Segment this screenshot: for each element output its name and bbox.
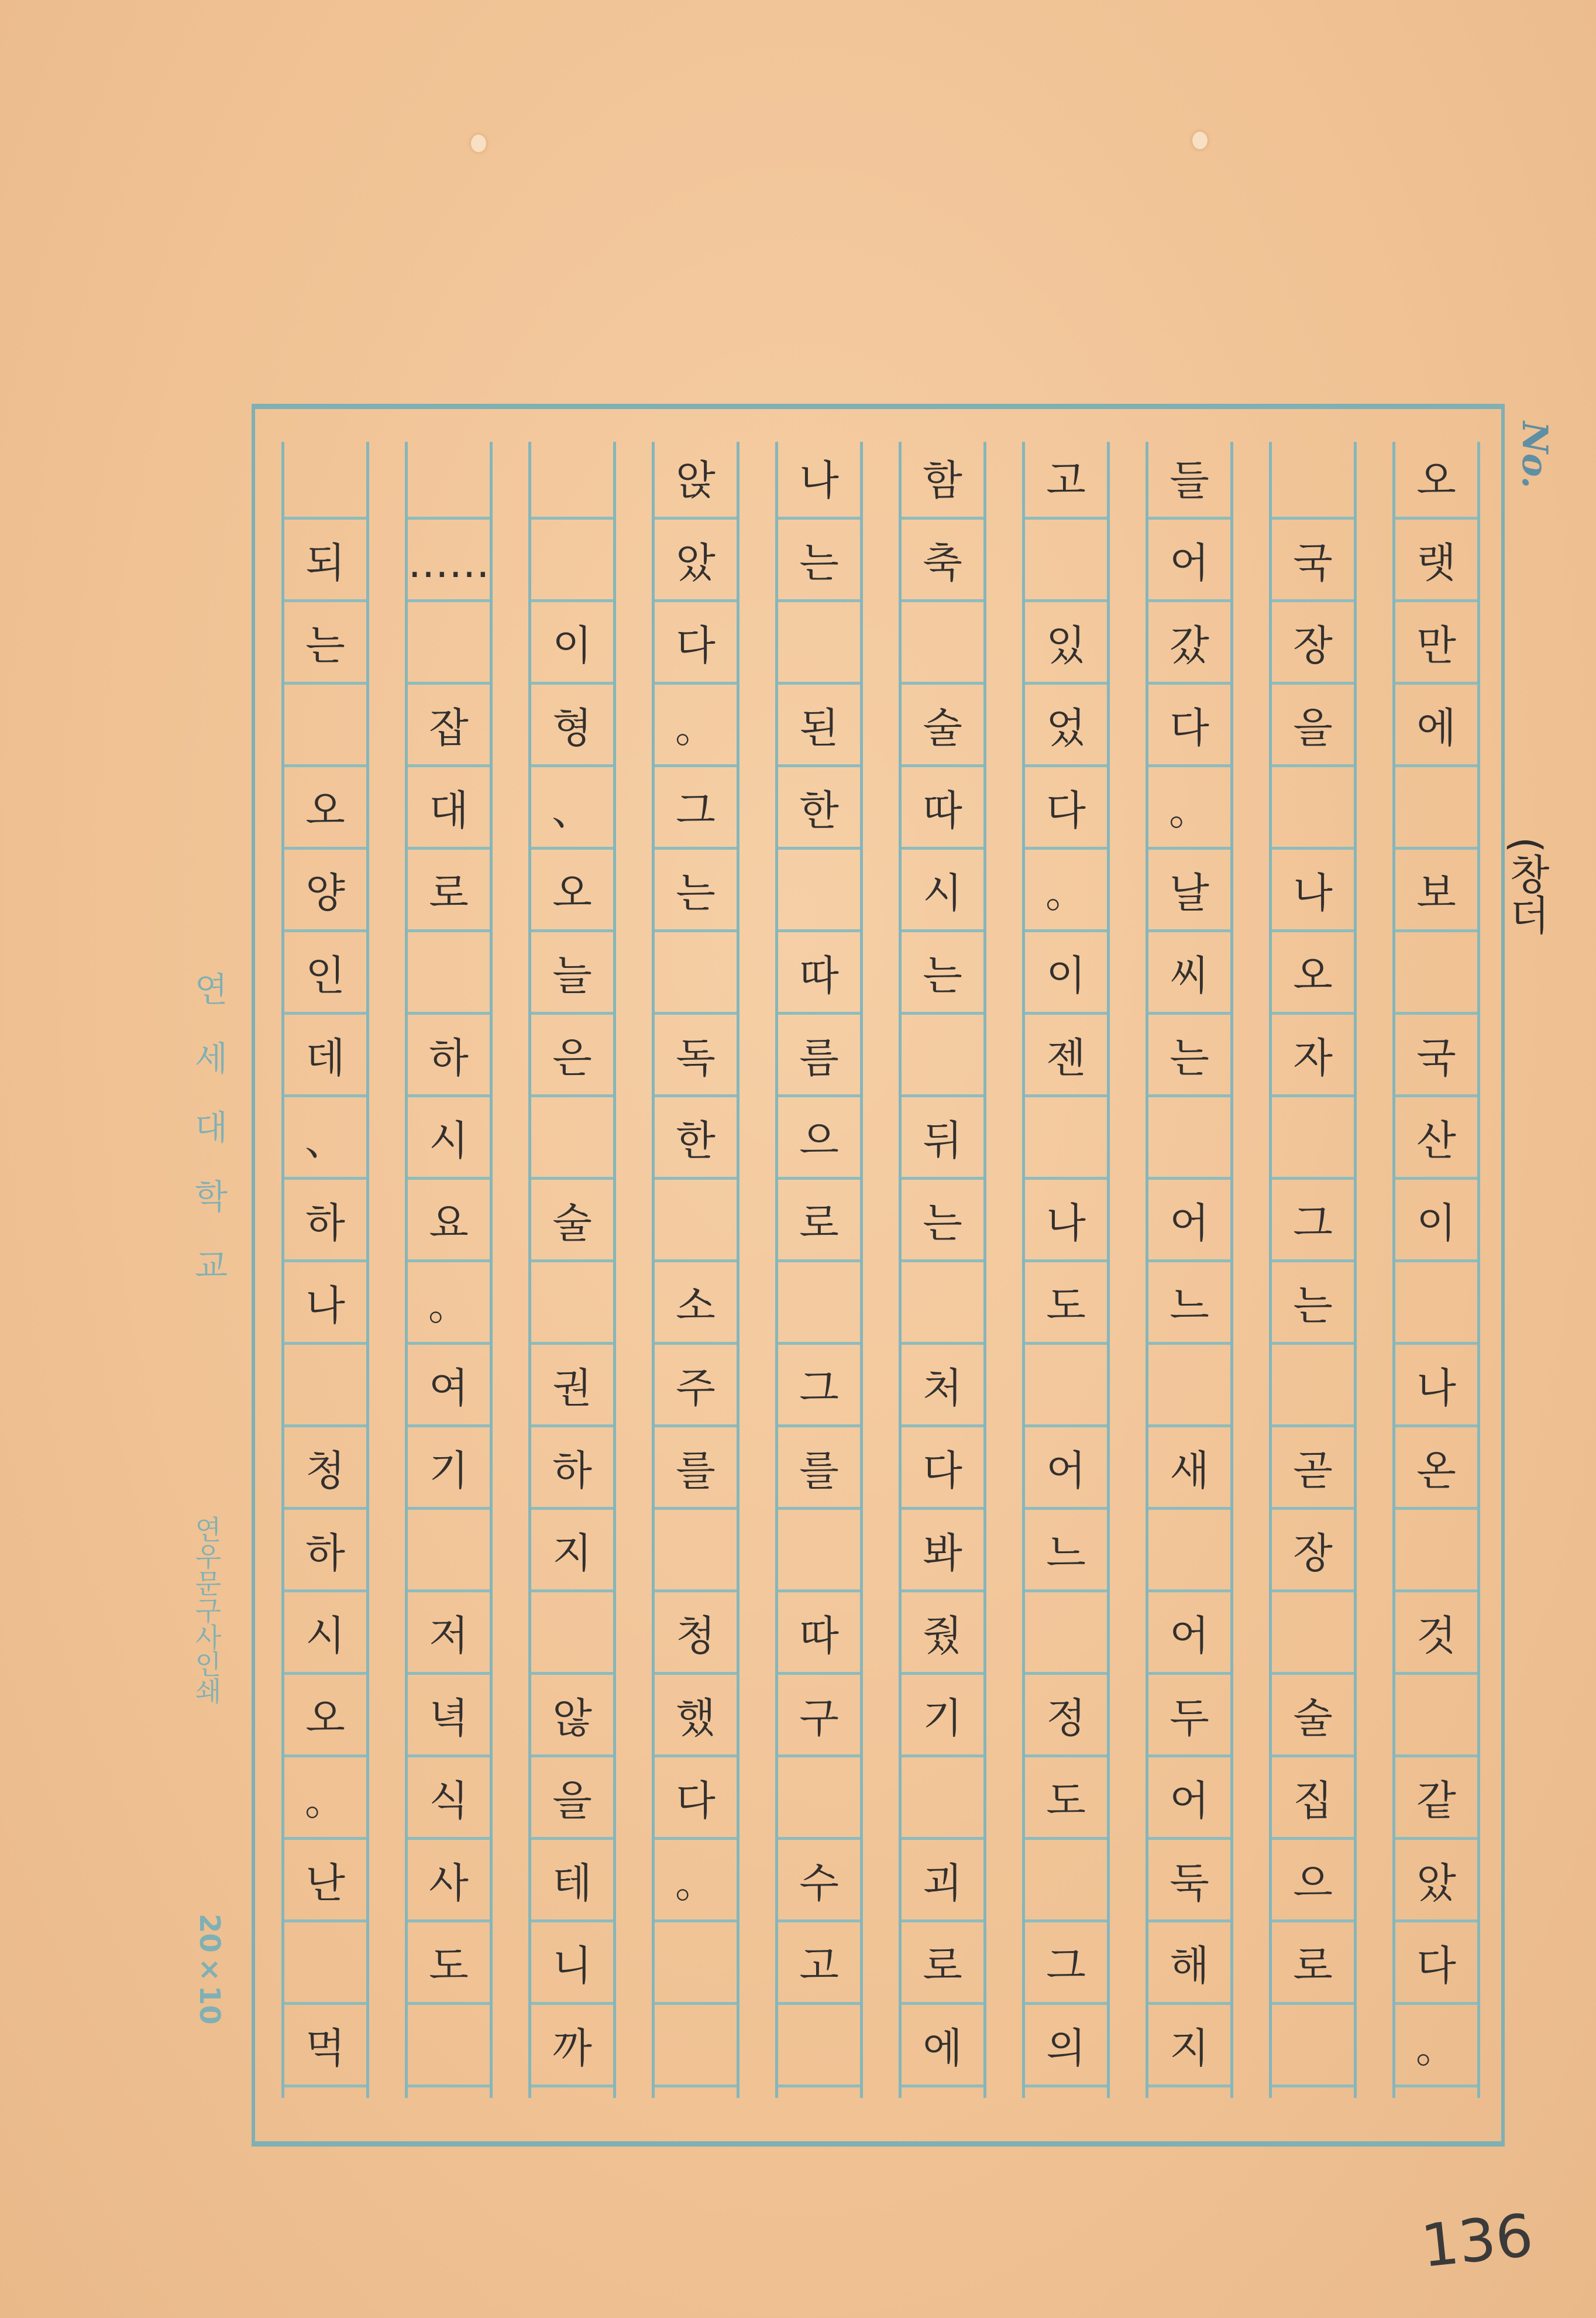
handwritten-char [281,689,369,767]
handwritten-char: 앉 [676,456,716,504]
printer-imprint: 연우문구사인쇄 [191,1516,222,1704]
handwritten-char [1392,1267,1480,1345]
handwritten-char: 는 [923,1199,962,1247]
handwritten-char: 먹 [305,2024,345,2072]
handwritten-char: 한 [676,1117,716,1165]
handwritten-char: 기 [429,1447,469,1495]
handwritten-char [652,1927,739,2005]
handwritten-char: 나 [305,1282,345,1330]
university-imprint: 연세대학교 [188,971,228,1317]
handwritten-char: 둑 [1170,1859,1209,1907]
handwritten-char: 어 [1170,1199,1209,1247]
handwritten-char: 술 [552,1199,592,1247]
handwritten-char: 랫 [1416,539,1456,587]
handwritten-char: 니 [552,1942,592,1990]
handwritten-char [899,1019,986,1097]
handwritten-char: 의 [1046,2024,1086,2072]
handwritten-char: 않 [552,1694,592,1742]
handwritten-char: 따 [799,952,839,1000]
handwritten-char: 요 [429,1199,469,1247]
handwritten-char: 았 [1416,1859,1456,1907]
handwritten-char [281,1927,369,2005]
handwritten-char [528,524,616,602]
handwritten-char: 로 [799,1199,839,1247]
handwritten-char: 오 [1293,952,1333,1000]
handwritten-char: 이 [1416,1199,1456,1247]
handwritten-char: 곧 [1293,1447,1333,1495]
handwritten-char: 지 [1170,2024,1209,2072]
handwritten-char [405,937,493,1015]
handwritten-char: 고 [799,1942,839,1990]
manuscript-column [899,442,986,2098]
handwritten-char: 그 [799,1364,839,1412]
page-number: 136 [1418,2200,1536,2281]
handwritten-char [1022,1845,1110,1922]
handwritten-char [899,1762,986,1840]
paper-size-imprint: 20×10 [193,1914,226,2025]
handwritten-char: 나 [1293,869,1333,917]
handwritten-char [1022,1349,1110,1427]
handwritten-char: 었 [1046,704,1086,752]
handwritten-char: 도 [429,1942,469,1990]
handwritten-char [405,442,493,520]
handwritten-char: 국 [1416,1034,1456,1082]
handwritten-char: 을 [1293,704,1333,752]
handwritten-char: 어 [1046,1447,1086,1495]
handwritten-char: 두 [1170,1694,1209,1742]
handwritten-char [1022,524,1110,602]
handwritten-char: 씨 [1170,952,1209,1000]
handwritten-char: 것 [1416,1612,1456,1660]
handwritten-char [281,1349,369,1427]
handwritten-char: 청 [305,1447,345,1495]
handwritten-char [528,1102,616,1180]
handwritten-char: 권 [552,1364,592,1412]
handwritten-char [528,1597,616,1675]
manuscript-column [1146,442,1233,2098]
handwritten-char [1392,1515,1480,1592]
handwritten-char: 다 [923,1447,962,1495]
handwritten-char [775,1515,863,1592]
handwritten-char: 그 [676,787,716,835]
handwritten-char: 어 [1170,1612,1209,1660]
handwritten-char: 만 [1416,621,1456,669]
handwritten-char: 주 [676,1364,716,1412]
manuscript-grid [281,442,1480,2098]
handwritten-char: 집 [1293,1777,1333,1825]
handwritten-char [1392,1680,1480,1757]
handwritten-char: 이 [552,621,592,669]
manuscript-column [528,442,616,2098]
handwritten-char [405,607,493,685]
handwritten-char [1022,1102,1110,1180]
handwritten-char: 는 [799,539,839,587]
handwritten-char [652,1184,739,1262]
handwritten-char: 나 [1046,1199,1086,1247]
handwritten-char: 나 [1416,1364,1456,1412]
handwritten-char: 는 [1293,1282,1333,1330]
handwritten-char: 를 [676,1447,716,1495]
handwritten-char: 을 [552,1777,592,1825]
handwritten-char: 들 [1170,456,1209,504]
handwritten-char [652,2010,739,2087]
handwritten-char: 구 [799,1694,839,1742]
handwritten-char: 온 [1416,1447,1456,1495]
handwritten-char: 는 [1170,1034,1209,1082]
handwritten-char: 시 [429,1117,469,1165]
handwritten-char: 고 [1046,456,1086,504]
handwritten-char [1022,1597,1110,1675]
handwritten-char: 형 [552,704,592,752]
handwritten-char: 어 [1170,539,1209,587]
handwritten-char: 젠 [1046,1034,1086,1082]
handwritten-char: 그 [1046,1942,1086,1990]
handwritten-char: 같 [1416,1777,1456,1825]
manuscript-column [1022,442,1110,2098]
handwritten-char: 따 [923,787,962,835]
handwritten-char: 소 [676,1282,716,1330]
manuscript-column [1392,442,1480,2098]
handwritten-char [1146,1102,1233,1180]
handwritten-char: 하 [305,1199,345,1247]
handwritten-char: 된 [799,704,839,752]
handwritten-char: 저 [429,1612,469,1660]
handwritten-char: 처 [923,1364,962,1412]
handwritten-char: 느 [1046,1529,1086,1577]
handwritten-char: 데 [305,1034,345,1082]
handwritten-char [1269,2010,1357,2087]
handwritten-char: 지 [552,1529,592,1577]
handwritten-char: 장 [1293,621,1333,669]
handwritten-char: 늘 [552,952,592,1000]
handwritten-char: 는 [676,869,716,917]
handwritten-char [281,442,369,520]
handwritten-char: 다 [1046,787,1086,835]
handwritten-char [1146,1349,1233,1427]
handwritten-char: 에 [1416,704,1456,752]
handwritten-char: 。 [305,1777,346,1825]
handwritten-char: 날 [1170,869,1209,917]
handwritten-char: 뒤 [923,1117,962,1165]
handwritten-char: 그 [1293,1199,1333,1247]
handwritten-char: 나 [799,456,839,504]
handwritten-char: 。 [675,1859,716,1907]
punch-hole-right [1192,132,1208,149]
handwritten-char: 녁 [429,1694,469,1742]
handwritten-char: 사 [429,1859,469,1907]
handwritten-char: 、 [552,787,593,835]
handwritten-char: 여 [429,1364,469,1412]
handwritten-char: 다 [676,1777,716,1825]
handwritten-char: 산 [1416,1117,1456,1165]
handwritten-char: 도 [1046,1282,1086,1330]
handwritten-char: 다 [1170,704,1209,752]
handwritten-char [1269,1349,1357,1427]
handwritten-char: 은 [552,1034,592,1082]
handwritten-char: 하 [429,1034,469,1082]
manuscript-column [775,442,863,2098]
handwritten-char: 식 [429,1777,469,1825]
handwritten-char [652,1515,739,1592]
handwritten-char: 、 [305,1117,346,1165]
handwritten-char [1269,1102,1357,1180]
handwritten-char: 술 [923,704,962,752]
handwritten-char: 기 [923,1694,962,1742]
handwritten-char [775,2010,863,2087]
punch-hole-left [471,135,486,152]
handwritten-char: 으 [1293,1859,1333,1907]
handwritten-char: 양 [305,869,345,917]
handwritten-char: 괴 [923,1859,962,1907]
handwritten-char: 로 [1293,1942,1333,1990]
handwritten-char [1392,772,1480,850]
handwritten-char: 수 [799,1859,839,1907]
handwritten-char: 다 [1416,1942,1456,1990]
handwritten-char: 함 [923,456,962,504]
handwritten-char: 해 [1170,1942,1209,1990]
handwritten-char [899,607,986,685]
handwritten-char: 다 [676,621,716,669]
handwritten-char [899,1267,986,1345]
handwritten-char: 오 [305,1694,345,1742]
handwritten-char: 로 [429,869,469,917]
handwritten-char: 오 [552,869,592,917]
handwritten-char: 까 [552,2024,592,2072]
handwritten-char: 되 [305,539,345,587]
handwritten-char [775,607,863,685]
handwritten-char [528,442,616,520]
handwritten-char: 았 [676,539,716,587]
handwritten-char [775,854,863,932]
page-no-label: No. [1514,421,1555,489]
handwritten-char: 에 [923,2024,962,2072]
handwritten-char [405,2010,493,2087]
manuscript-column [652,442,739,2098]
manuscript-column [281,442,369,2098]
handwritten-char: 도 [1046,1777,1086,1825]
handwritten-char [1269,442,1357,520]
handwritten-char: 있 [1046,621,1086,669]
handwritten-char: 는 [305,621,345,669]
handwritten-char: 줬 [923,1612,962,1660]
handwritten-char: 따 [799,1612,839,1660]
handwritten-char [652,937,739,1015]
handwritten-char: 테 [552,1859,592,1907]
handwritten-char: 새 [1170,1447,1209,1495]
handwritten-char [775,1267,863,1345]
handwritten-char: 잡 [429,704,469,752]
handwritten-char: 자 [1293,1034,1333,1082]
handwritten-char: 한 [799,787,839,835]
handwritten-char: 오 [1416,456,1456,504]
handwritten-char: 하 [552,1447,592,1495]
handwritten-char: 름 [799,1034,839,1082]
handwritten-char: 으 [799,1117,839,1165]
handwritten-char: 대 [429,787,469,835]
handwritten-char: 축 [923,539,962,587]
handwritten-char: …… [408,539,490,587]
handwritten-char: 보 [1416,869,1456,917]
handwritten-char: 。 [1169,787,1210,835]
handwritten-title-note: (창더 [1502,837,1550,935]
handwritten-char: 시 [305,1612,345,1660]
handwritten-char: 독 [676,1034,716,1082]
handwritten-char: 이 [1046,952,1086,1000]
handwritten-char: 술 [1293,1694,1333,1742]
handwritten-char: 는 [923,952,962,1000]
handwritten-char: 。 [1045,869,1086,917]
handwritten-char: 。 [428,1282,469,1330]
handwritten-char: 오 [305,787,345,835]
handwritten-char [775,1762,863,1840]
handwritten-char: 。 [675,704,716,752]
handwritten-char [1269,1597,1357,1675]
handwritten-char: 를 [799,1447,839,1495]
handwritten-char: 봐 [923,1529,962,1577]
handwritten-char [1146,1515,1233,1592]
handwritten-char: 갔 [1170,621,1209,669]
handwritten-char: 했 [676,1694,716,1742]
handwritten-char [1392,937,1480,1015]
manuscript-column [1269,442,1357,2098]
handwritten-char: 정 [1046,1694,1086,1742]
handwritten-char: 느 [1170,1282,1209,1330]
handwritten-char [405,1515,493,1592]
handwritten-char: 。 [1416,2024,1457,2072]
handwritten-char: 인 [305,952,345,1000]
handwritten-char [1269,772,1357,850]
manuscript-column [405,442,493,2098]
handwritten-char: 청 [676,1612,716,1660]
handwritten-char: 국 [1293,539,1333,587]
handwritten-char: 하 [305,1529,345,1577]
handwritten-char [528,1267,616,1345]
handwritten-char: 어 [1170,1777,1209,1825]
handwritten-char: 로 [923,1942,962,1990]
handwritten-char: 시 [923,869,962,917]
handwritten-char: 난 [305,1859,345,1907]
handwritten-char: 장 [1293,1529,1333,1577]
